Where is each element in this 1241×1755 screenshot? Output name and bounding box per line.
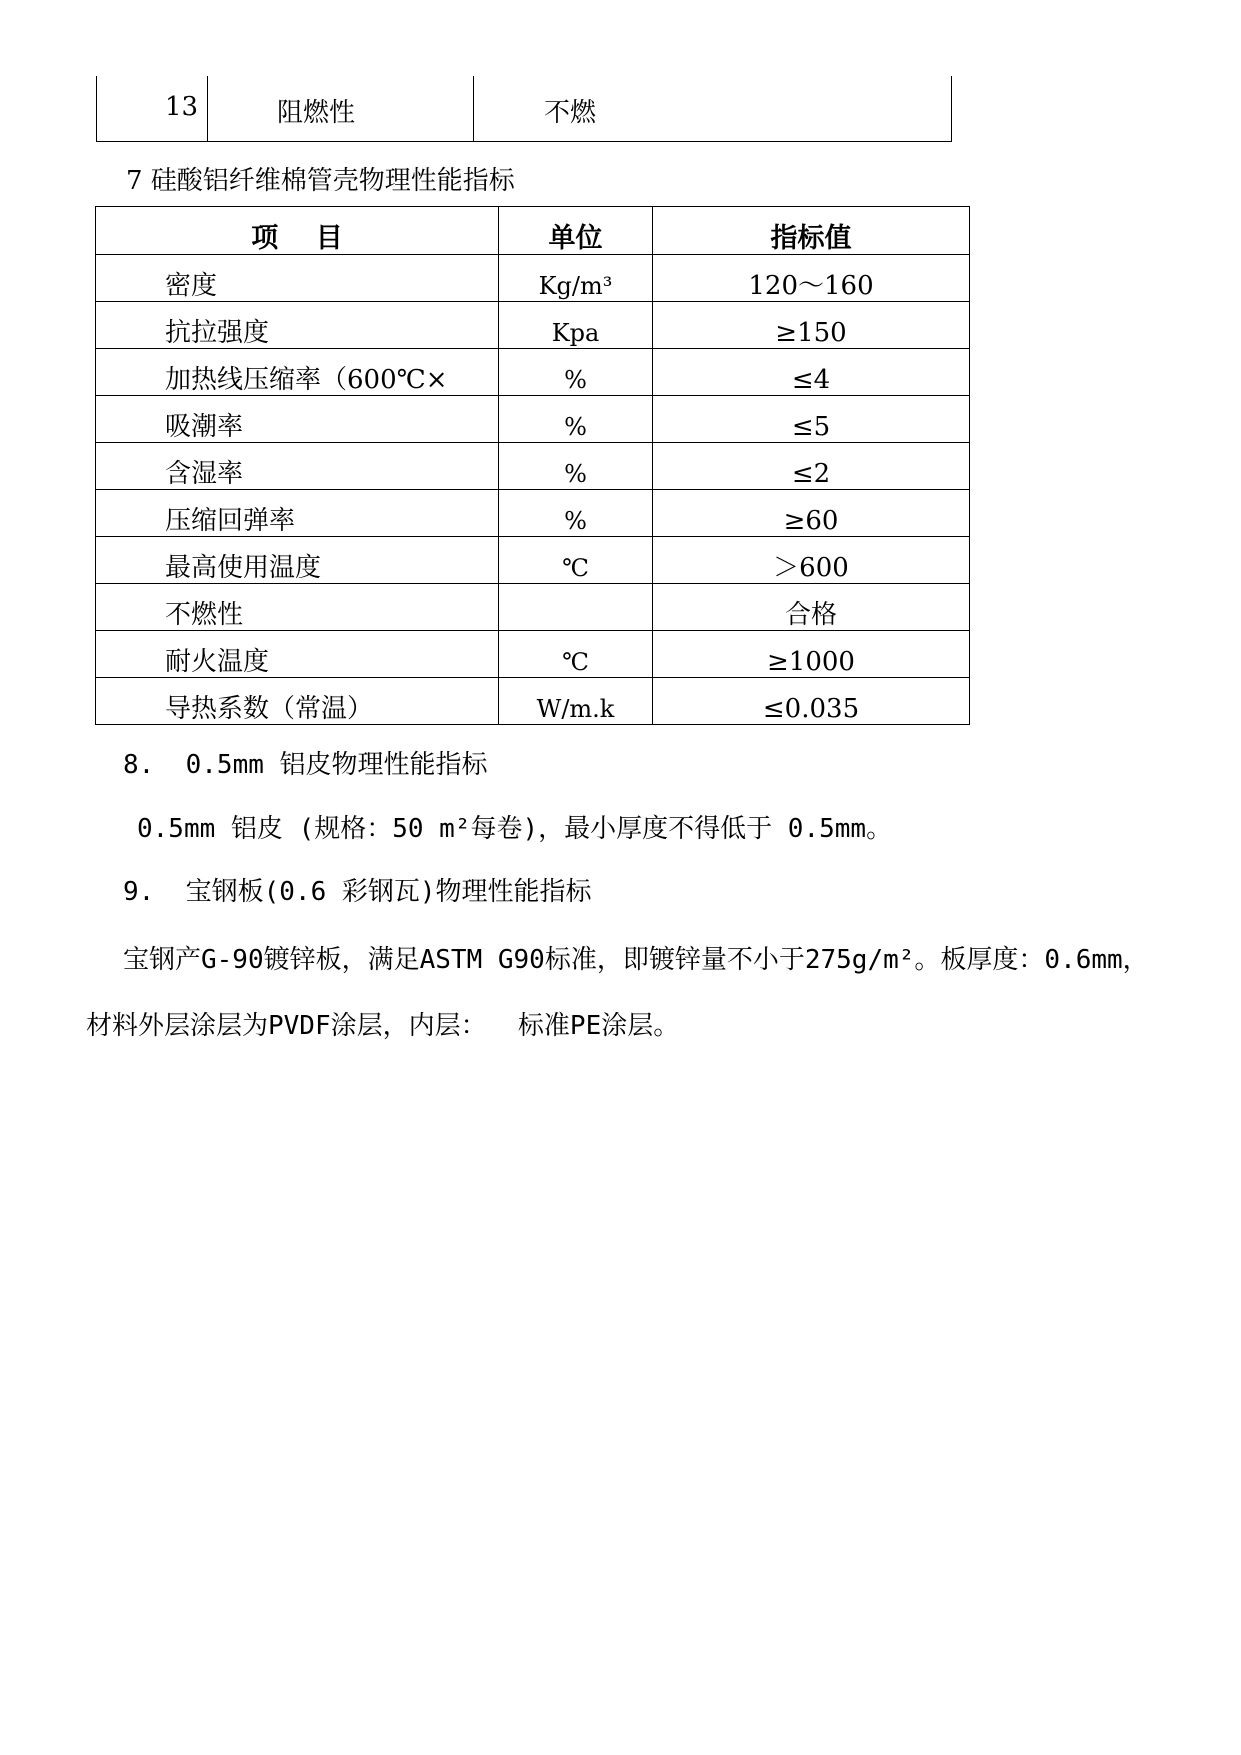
table-row (96, 584, 970, 631)
cell-value: ＞600 (653, 537, 970, 584)
cell-value: ≤0.035 (653, 678, 970, 725)
table-row (96, 443, 970, 490)
header-item: 项 目 (96, 207, 499, 255)
cell-unit: % (499, 490, 653, 537)
cell-unit (499, 584, 653, 631)
cell-item: 耐火温度 (96, 631, 499, 678)
table-row (96, 349, 970, 396)
table-header-row (96, 207, 970, 255)
cell-item: 含湿率 (96, 443, 499, 490)
cell-item: 吸潮率 (96, 396, 499, 443)
cell-value: ≤2 (653, 443, 970, 490)
cell-unit: % (499, 349, 653, 396)
row-item: 阻燃性 (277, 98, 356, 128)
cell-value: ≥150 (653, 302, 970, 349)
section-9-line-2: 材料外层涂层为PVDF涂层，内层： 标准PE涂层。 (86, 1011, 680, 1041)
cell-unit: ℃ (499, 537, 653, 584)
cell-value: ≤4 (653, 349, 970, 396)
header-value: 指标值 (653, 207, 970, 255)
spec-table (95, 206, 970, 725)
table-row (96, 396, 970, 443)
section-9-line-1: 宝钢产G-90镀锌板，满足ASTM G90标准，即镀锌量不小于275g/m²。板厚度：0.6mm， (123, 945, 1149, 975)
cell-item: 压缩回弹率 (96, 490, 499, 537)
cell-unit: Kpa (499, 302, 653, 349)
table-row (96, 255, 970, 302)
table-row (96, 678, 970, 725)
cell-unit: % (499, 443, 653, 490)
cell-item: 抗拉强度 (96, 302, 499, 349)
section-8-heading: 8. 0.5mm 铝皮物理性能指标 (123, 750, 488, 780)
row-value: 不燃 (544, 98, 597, 128)
cell-value: 120～160 (653, 255, 970, 302)
section-8-text: 0.5mm 铝皮 (规格：50 m²每卷)，最小厚度不得低于 0.5mm。 (137, 814, 893, 844)
cell-unit: % (499, 396, 653, 443)
cell-item: 不燃性 (96, 584, 499, 631)
cell-unit: W/m.k (499, 678, 653, 725)
table-row (96, 302, 970, 349)
cell-value: ≥60 (653, 490, 970, 537)
cell-item: 最高使用温度 (96, 537, 499, 584)
continued-table (96, 76, 952, 142)
table-row (96, 537, 970, 584)
header-unit: 单位 (499, 207, 653, 255)
cell-unit: ℃ (499, 631, 653, 678)
section-7-heading: 7 硅酸铝纤维棉管壳物理性能指标 (126, 166, 515, 196)
cell-value: ≤5 (653, 396, 970, 443)
cell-item: 导热系数（常温） (96, 678, 499, 725)
cell-value: 合格 (653, 584, 970, 631)
column-divider (207, 76, 208, 141)
column-divider (473, 76, 474, 141)
cell-unit: Kg/m³ (499, 255, 653, 302)
table-row (96, 631, 970, 678)
table-row (96, 490, 970, 537)
section-9-heading: 9. 宝钢板(0.6 彩钢瓦)物理性能指标 (123, 877, 592, 907)
cell-value: ≥1000 (653, 631, 970, 678)
cell-item: 加热线压缩率（600℃× (96, 349, 499, 396)
cell-item: 密度 (96, 255, 499, 302)
row-number: 13 (165, 92, 199, 122)
